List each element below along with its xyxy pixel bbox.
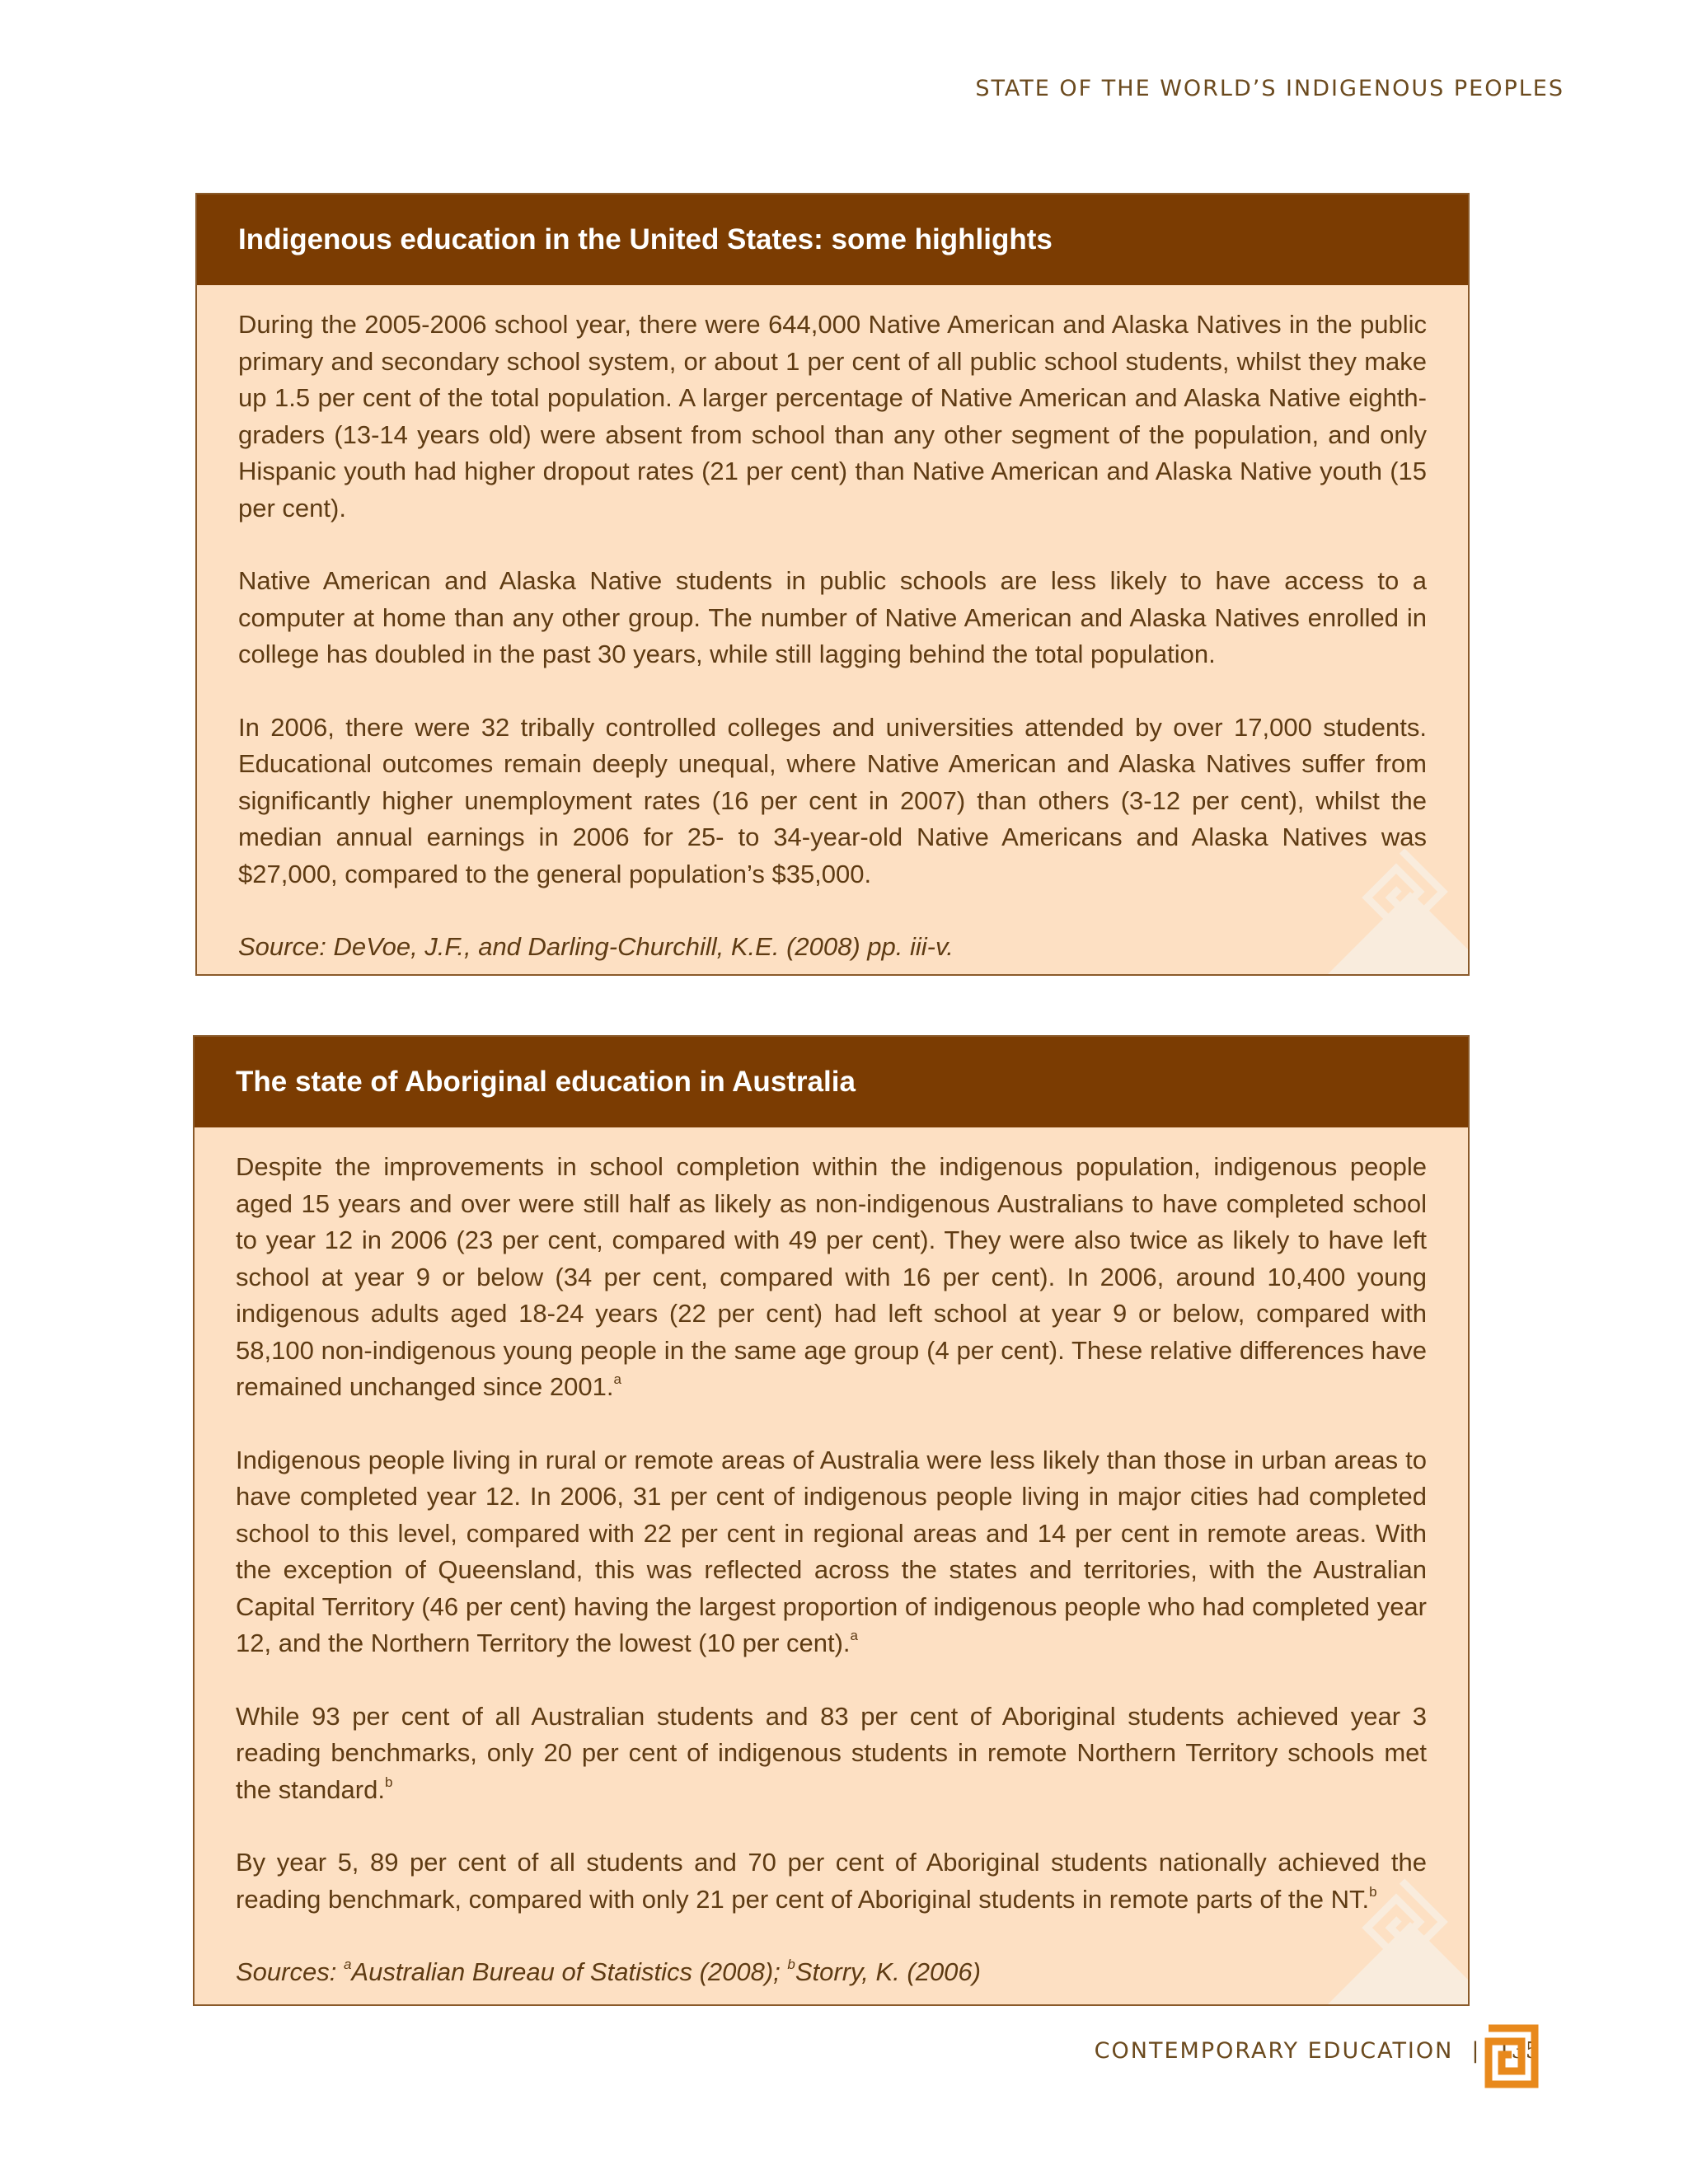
australia-body	[195, 1127, 1468, 1991]
aus-paragraph-3: While 93 per cent of all Australian students and 83 per cent of Aboriginal students achieved year 3 reading benchmarks, only 20 per cent of indigenous students in remote Northern Territory schools met the standard.$^b$	[236, 1701, 1427, 1804]
page-footer	[1095, 2038, 1540, 2064]
aus-sources: Sources: $^a$Australian Bureau of Statistics (2008); $^b$Storry, K. (2006)	[236, 1957, 981, 1986]
ref-b: b	[1369, 1883, 1377, 1900]
footer-separator: |	[1471, 2038, 1479, 2064]
aus-paragraph-1: Despite the improvements in school completion within the indigenous population, indigenous people aged 15 years and over were still half as likely as non-indigenous Australians to have completed school to year 12 in 2006 (23 per cent, compared with 49 per cent). They were also twice as likely to have left school at year 9 or below (34 per cent, compared with 16 per cent). In 2006, around 10,400 young indigenous adults aged 18-24 years (22 per cent) had left school at year 9 or below, compared with 58,100 non-indigenous young people in the same age group (4 per cent). These relative differences have remained unchanged since 2001.$^a$	[236, 1152, 1427, 1401]
ref-b: b	[384, 1774, 393, 1790]
spiral-square-logo-icon	[1484, 2023, 1540, 2089]
us-highlights-title: Indigenous education in the United States: some highlights	[197, 194, 1468, 285]
us-source: Source: DeVoe, J.F., and Darling-Churchill, K.E. (2008) pp. iii-v.	[238, 932, 954, 961]
us-paragraph-1: During the 2005-2006 school year, there were 644,000 Native American and Alaska Natives in the public primary and secondary school system, or about 1 per cent of all public school students, whilst they make up 1.5 per cent of the total population. A larger percentage of Native American and Alaska Native eighth-graders (13-14 years old) were absent from school than any other segment of the population, and only Hispanic youth had higher dropout rates (21 per cent) than Native American and Alaska Native youth (15 per cent).	[238, 310, 1427, 523]
us-highlights-box	[195, 193, 1470, 976]
us-paragraph-2: Native American and Alaska Native students in public schools are less likely to have access to a computer at home than any other group. The number of Native American and Alaska Natives enrolled in college has doubled in the past 30 years, while still lagging behind the total population.	[238, 566, 1427, 668]
page-number: 135	[1497, 2038, 1540, 2064]
aus-paragraph-4: By year 5, 89 per cent of all students and 70 per cent of Aboriginal students nationally achieved the reading benchmark, compared with only 21 per cent of Aboriginal students in remote parts of the NT.$^b$	[236, 1848, 1427, 1914]
us-paragraph-3: In 2006, there were 32 tribally controlled colleges and universities attended by over 17,000 students. Educational outcomes remain deeply unequal, where Native American and Alaska Natives suffer from significantly higher unemployment rates (16 per cent in 2007) than others (3-12 per cent), whilst the median annual earnings in 2006 for 25- to 34-year-old Native Americans and Alaska Natives was $27,000, compared to the general population’s $35,000.	[238, 712, 1427, 888]
ref-a: a	[850, 1628, 858, 1643]
australia-title: The state of Aboriginal education in Australia	[195, 1037, 1468, 1127]
running-head: STATE OF THE WORLD’S INDIGENOUS PEOPLES	[975, 76, 1564, 101]
us-highlights-body	[197, 285, 1468, 966]
australia-education-box	[193, 1035, 1470, 2006]
ref-a: a	[613, 1371, 621, 1387]
footer-section: CONTEMPORARY EDUCATION	[1094, 2038, 1454, 2064]
aus-paragraph-2: Indigenous people living in rural or remote areas of Australia were less likely than those in urban areas to have completed year 12. In 2006, 31 per cent of indigenous people living in major cities had completed school to this level, compared with 22 per cent in regional areas and 14 per cent in remote areas. With the exception of Queensland, this was reflected across the states and territories, with the Australian Capital Territory (46 per cent) having the largest proportion of indigenous people who had completed year 12, and the Northern Territory the lowest (10 per cent).$^a$	[236, 1445, 1427, 1657]
